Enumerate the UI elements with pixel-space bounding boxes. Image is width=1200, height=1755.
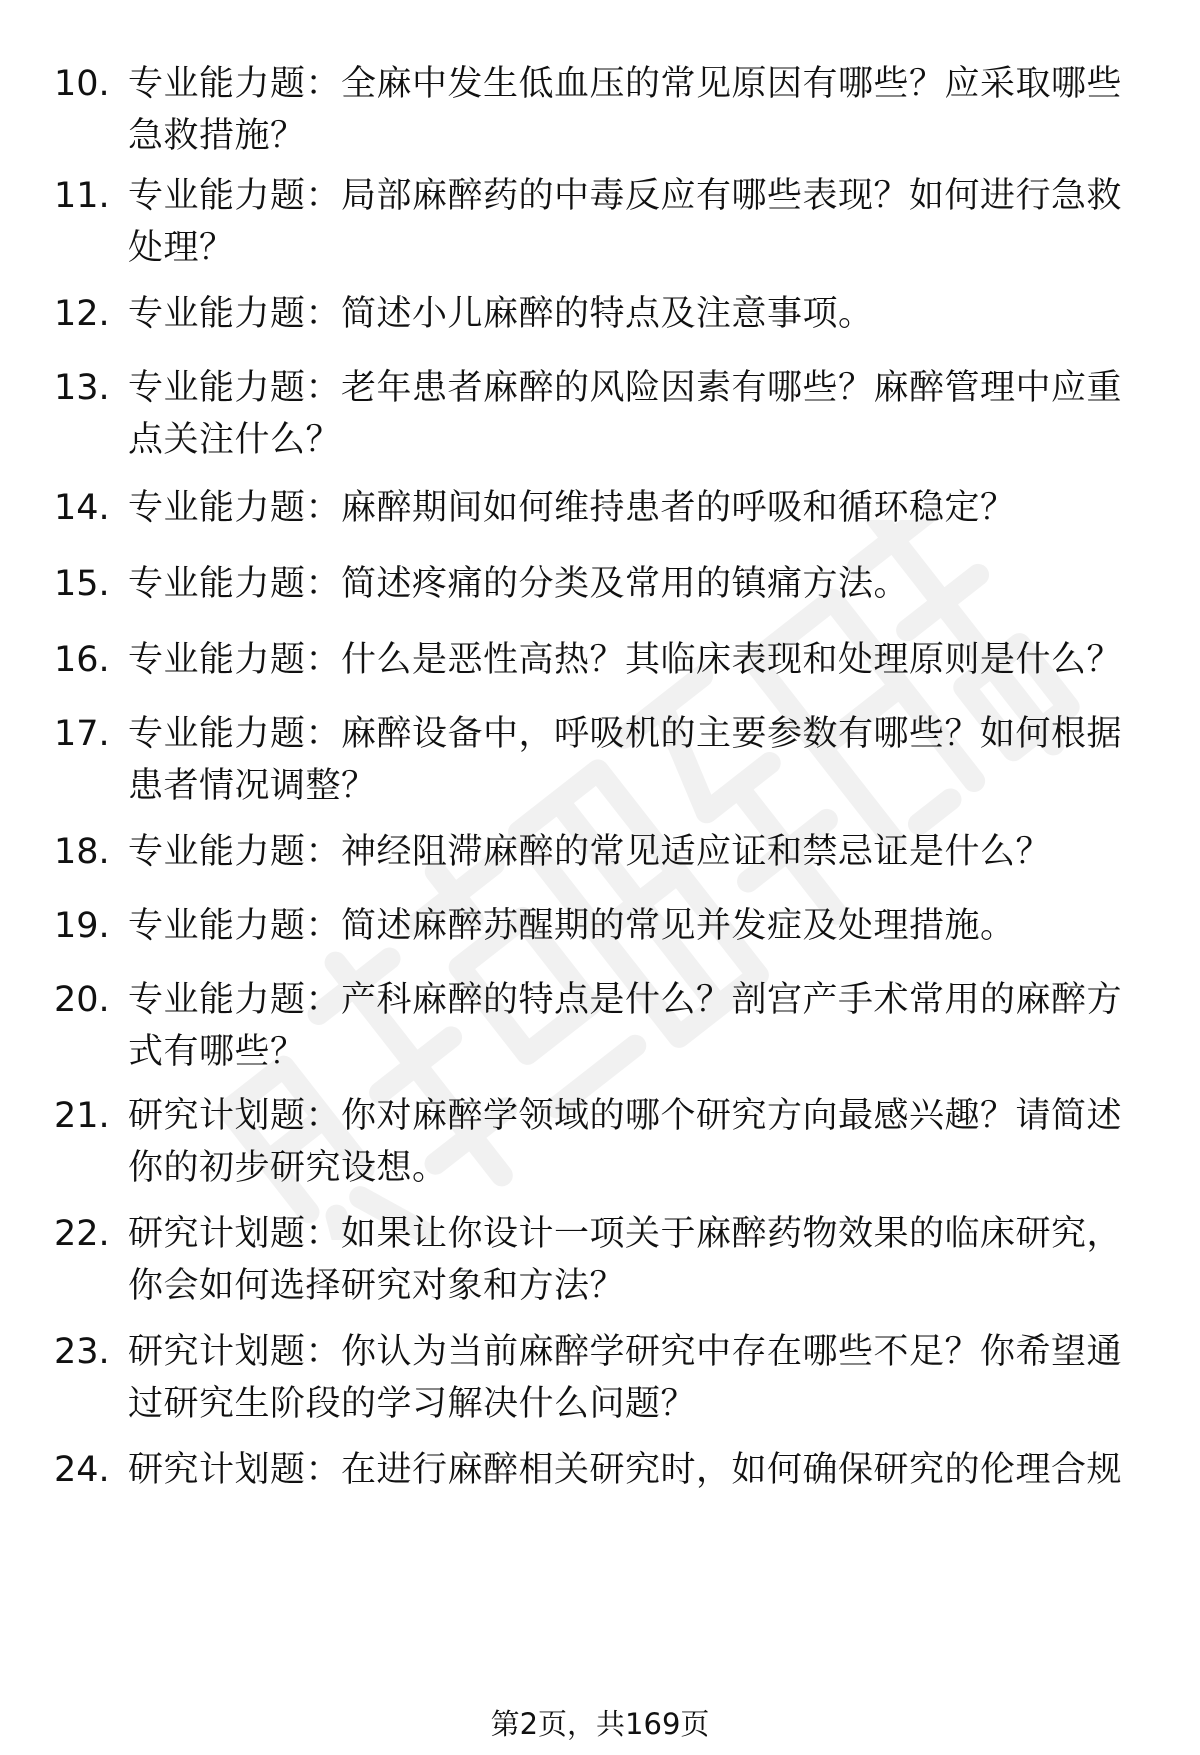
item-text-line: 患者情况调整？ (128, 766, 377, 806)
item-number: 14. (54, 488, 110, 528)
item-text (128, 482, 1143, 534)
item-text-line: 研究计划题：你对麻醉学领域的哪个研究方向最感兴趣？请简述 (128, 1096, 1123, 1136)
item-text-line: 研究计划题：你认为当前麻醉学研究中存在哪些不足？你希望通 (128, 1332, 1123, 1372)
page-number-footer: 第2页，共169页 (490, 1707, 710, 1741)
item-number: 17. (54, 714, 110, 754)
item-text (128, 1444, 1143, 1496)
item-text (128, 58, 1143, 162)
item-text-line: 专业能力题：神经阻滞麻醉的常见适应证和禁忌证是什么？ (128, 832, 1052, 872)
item-text (128, 1090, 1143, 1194)
item-text (128, 288, 1143, 340)
item-text-line: 点关注什么？ (128, 420, 342, 460)
item-text-line: 专业能力题：全麻中发生低血压的常见原因有哪些？应采取哪些 (128, 64, 1123, 104)
item-text-line: 专业能力题：什么是恶性高热？其临床表现和处理原则是什么？ (128, 640, 1123, 680)
item-number: 23. (54, 1332, 110, 1372)
item-number: 10. (54, 64, 110, 104)
item-text (128, 558, 1143, 610)
item-number: 22. (54, 1214, 110, 1254)
item-number: 16. (54, 640, 110, 680)
item-text-line: 处理？ (128, 228, 235, 268)
item-text-line: 你的初步研究设想。 (128, 1148, 448, 1188)
item-number: 12. (54, 294, 110, 334)
item-text (128, 826, 1143, 878)
item-text-line: 专业能力题：产科麻醉的特点是什么？剖宫产手术常用的麻醉方 (128, 980, 1123, 1020)
item-text-line: 研究计划题：如果让你设计一项关于麻醉药物效果的临床研究， (128, 1214, 1123, 1254)
item-text (128, 170, 1143, 274)
item-text-line: 你会如何选择研究对象和方法？ (128, 1266, 626, 1306)
item-text (128, 362, 1143, 466)
item-number: 20. (54, 980, 110, 1020)
item-number: 13. (54, 368, 110, 408)
item-text-line: 专业能力题：麻醉期间如何维持患者的呼吸和循环稳定？ (128, 488, 1016, 528)
item-text-line: 专业能力题：老年患者麻醉的风险因素有哪些？麻醉管理中应重 (128, 368, 1123, 408)
item-text-line: 专业能力题：简述疼痛的分类及常用的镇痛方法。 (128, 564, 910, 604)
item-text (128, 634, 1143, 686)
item-text-line: 专业能力题：麻醉设备中，呼吸机的主要参数有哪些？如何根据 (128, 714, 1123, 754)
item-number: 21. (54, 1096, 110, 1136)
item-text-line: 专业能力题：简述麻醉苏醒期的常见并发症及处理措施。 (128, 906, 1016, 946)
item-number: 15. (54, 564, 110, 604)
item-text-line: 过研究生阶段的学习解决什么问题？ (128, 1384, 697, 1424)
item-text-line: 急救措施？ (128, 116, 306, 156)
item-text (128, 708, 1143, 812)
item-text-line: 式有哪些？ (128, 1032, 306, 1072)
item-number: 11. (54, 176, 110, 216)
item-number: 18. (54, 832, 110, 872)
item-text (128, 1326, 1143, 1430)
item-text-line: 研究计划题：在进行麻醉相关研究时，如何确保研究的伦理合规 (128, 1450, 1123, 1490)
item-text (128, 1208, 1143, 1312)
item-text-line: 专业能力题：简述小儿麻醉的特点及注意事项。 (128, 294, 874, 334)
item-number: 19. (54, 906, 110, 946)
item-number: 24. (54, 1450, 110, 1490)
item-text-line: 专业能力题：局部麻醉药的中毒反应有哪些表现？如何进行急救 (128, 176, 1123, 216)
item-text (128, 900, 1143, 952)
item-text (128, 974, 1143, 1078)
